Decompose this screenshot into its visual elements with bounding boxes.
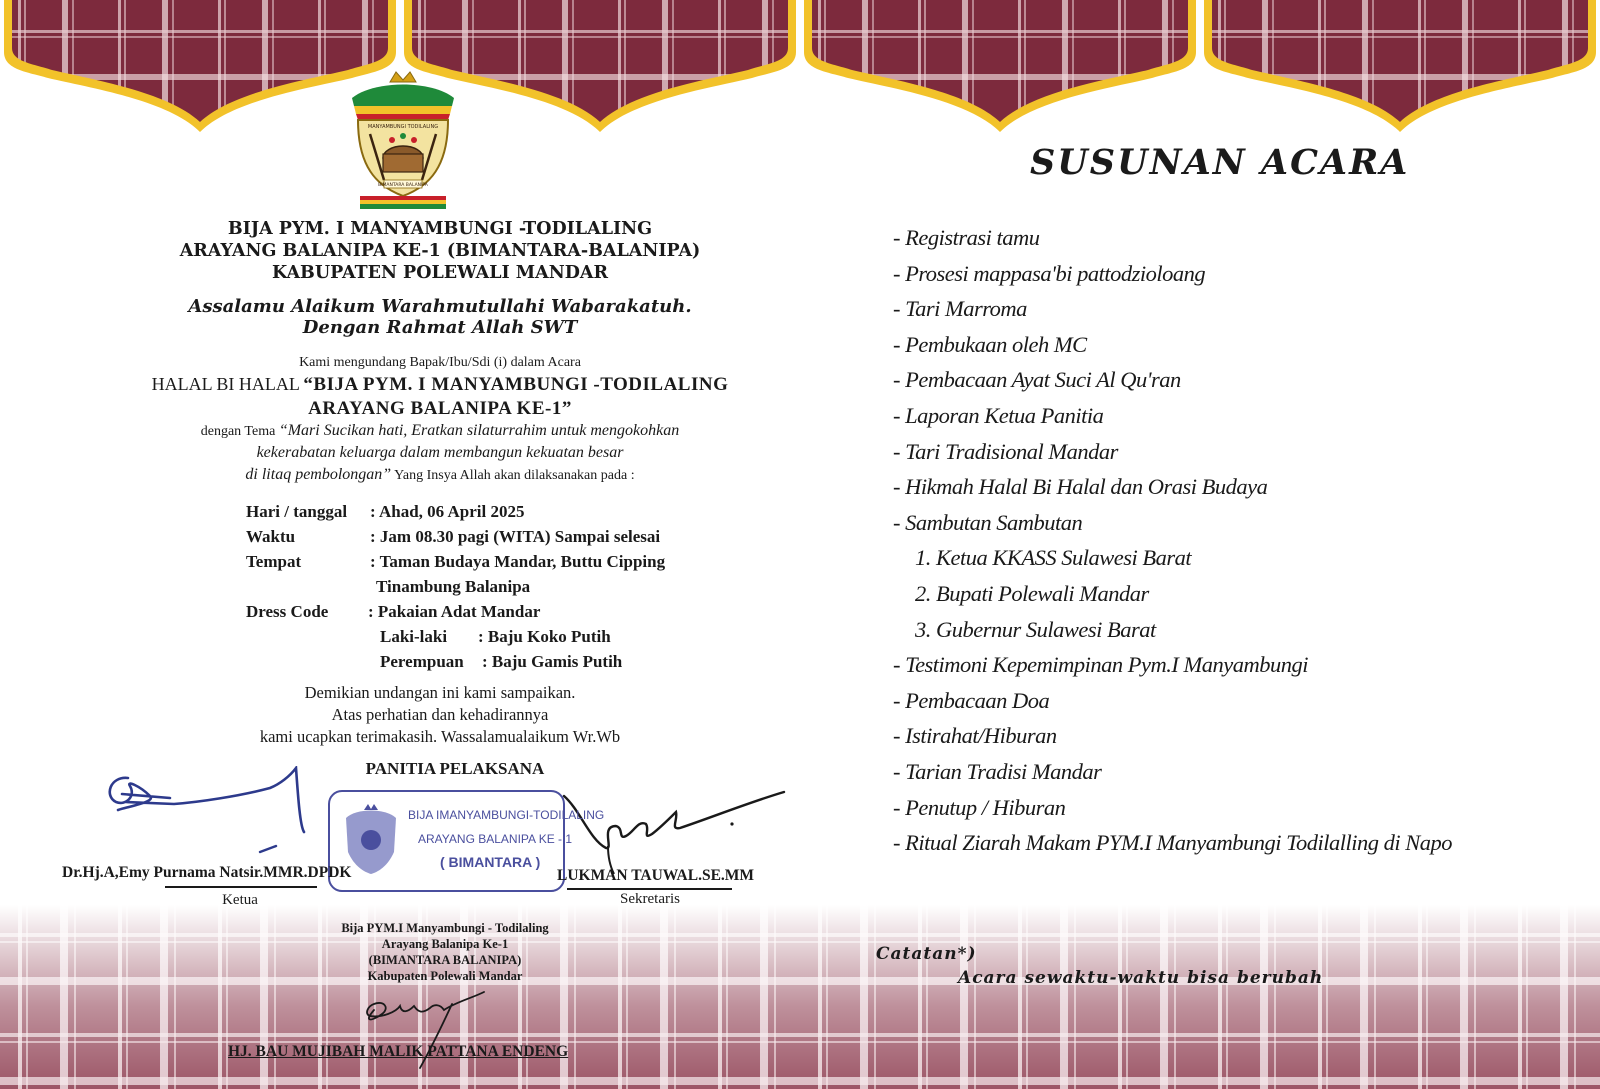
detail-women-value: : Baju Gamis Putih <box>482 652 623 671</box>
detail-men-label: Laki-laki <box>380 627 448 646</box>
agenda-item: - Tari Marroma <box>893 296 1027 322</box>
closing-text <box>40 682 840 748</box>
greeting-line-2: Dengan Rahmat Allah SWT <box>302 317 578 338</box>
ketua-signature <box>100 766 320 856</box>
agenda-item: - Sambutan Sambutan <box>893 509 1083 535</box>
detail-date-label: Hari / tanggal <box>246 502 348 521</box>
header-line-2: ARAYANG BALANIPA KE-1 (BIMANTARA-BALANIPA) <box>179 241 701 261</box>
theme-prefix: dengan Tema <box>200 424 276 439</box>
agenda-item: - Testimoni Kepemimpinan Pym.I Manyambungi <box>893 652 1308 678</box>
top-banner-4 <box>1200 0 1600 140</box>
greeting <box>40 296 840 338</box>
agenda-item: - Penutup / Hiburan <box>893 794 1066 820</box>
ketua-name: Dr.Hj.A,Emy Purnama Natsir.MMR.DPDK <box>62 864 352 881</box>
sekretaris-underline <box>567 888 732 890</box>
detail-time-label: Waktu <box>246 527 296 546</box>
detail-dress-value: : Pakaian Adat Mandar <box>368 602 541 621</box>
agenda-subitem: 2. Bupati Polewali Mandar <box>915 580 1149 606</box>
closing-line-3: kami ucapkan terimakasih. Wassalamualaikum Wr.Wb <box>259 727 621 746</box>
agenda-item: - Tarian Tradisi Mandar <box>893 758 1102 784</box>
invitation-header <box>40 218 840 284</box>
detail-dress-label: Dress Code <box>246 602 329 621</box>
ketua-underline <box>165 886 317 888</box>
event-title-line-1: “BIJA PYM. I MANYAMBUNGI -TODILALING <box>303 374 729 395</box>
theme-line-1: “Mari Sucikan hati, Eratkan silaturrahim untuk mengokohkan <box>278 422 680 439</box>
agenda-item: - Registrasi tamu <box>893 225 1040 250</box>
chair-name: HJ. BAU MUJIBAH MALIK PATTANA ENDENG <box>228 1043 569 1060</box>
note-text: Acara sewaktu-waktu bisa berubah <box>958 968 1324 988</box>
agenda-title: SUSUNAN ACARA <box>1030 142 1410 183</box>
org-line-4: Kabupaten Polewali Mandar <box>367 969 523 983</box>
ketua-role: Ketua <box>222 892 258 908</box>
theme-suffix: Yang Insya Allah akan dilaksanakan pada : <box>394 468 635 483</box>
agenda-subitem: 1. Ketua KKASS Sulawesi Barat <box>915 545 1192 571</box>
bottom-plaid-band <box>0 905 1600 1089</box>
invite-intro: Kami mengundang Bapak/Ibu/Sdi (i) dalam Acara <box>299 355 581 370</box>
agenda-item: - Pembacaan Doa <box>893 687 1050 713</box>
agenda-subitem: 3. Gubernur Sulawesi Barat <box>915 616 1156 642</box>
closing-line-1: Demikian undangan ini kami sampaikan. <box>304 683 576 702</box>
organization-block <box>300 920 590 984</box>
org-line-3: (BIMANTARA BALANIPA) <box>368 953 522 967</box>
top-banner-3 <box>800 0 1200 140</box>
stamp-line-3: ( BIMANTARA ) <box>440 854 541 870</box>
agenda-list <box>893 220 1452 861</box>
detail-time-value: : Jam 08.30 pagi (WITA) Sampai selesai <box>370 527 661 546</box>
sekretaris-role: Sekretaris <box>620 891 680 907</box>
stamp-line-2: ARAYANG BALANIPA KE - 1 <box>418 832 573 846</box>
agenda-item: - Istirahat/Hiburan <box>893 723 1057 749</box>
committee-title: PANITIA PELAKSANA <box>365 759 545 778</box>
detail-date-value: : Ahad, 06 April 2025 <box>370 502 525 521</box>
detail-place-value-2: Tinambung Balanipa <box>376 577 531 596</box>
agenda-item: - Prosesi mappasa'bi pattodzioloang <box>893 260 1206 286</box>
theme-line-2: kekerabatan keluarga dalam membangun kekuatan besar <box>256 444 624 461</box>
logo-arc-text: MANYAMBUNGI TODILALING <box>367 124 439 130</box>
note-label: Catatan*) <box>876 944 977 964</box>
event-title-line-2: ARAYANG BALANIPA KE-1” <box>308 398 572 419</box>
agenda-item: - Pembukaan oleh MC <box>893 331 1087 357</box>
event-prefix: HALAL BI HALAL <box>151 374 300 394</box>
invitation-text <box>40 352 840 486</box>
greeting-line-1: Assalamu Alaikum Warahmutullahi Wabarakatuh. <box>188 296 692 317</box>
agenda-item: - Ritual Ziarah Makam PYM.I Manyambungi Todilalling di Napo <box>893 830 1453 856</box>
detail-men-value: : Baju Koko Putih <box>478 627 611 646</box>
top-banner-1 <box>0 0 400 140</box>
stamp-line-1: BIJA IMANYAMBUNGI-TODILALING <box>408 808 605 822</box>
agenda-item: - Hikmah Halal Bi Halal dan Orasi Budaya <box>893 474 1268 500</box>
sekretaris-name: LUKMAN TAUWAL.SE.MM <box>557 867 755 884</box>
agenda-item: - Tari Tradisional Mandar <box>893 438 1118 464</box>
org-line-2: Arayang Balanipa Ke-1 <box>381 937 509 951</box>
logo-caption: BIMANTARA BALANIPA <box>378 183 428 188</box>
detail-place-value: : Taman Budaya Mandar, Buttu Cipping <box>370 552 666 571</box>
theme-line-3: di litaq pembolongan” <box>245 466 392 483</box>
detail-place-label: Tempat <box>246 552 302 571</box>
header-line-3: KABUPATEN POLEWALI MANDAR <box>271 263 609 283</box>
organization-logo <box>344 70 462 212</box>
closing-line-2: Atas perhatian dan kehadirannya <box>331 705 549 724</box>
committee-stamp <box>328 790 605 892</box>
header-line-1: BIJA PYM. I MANYAMBUNGI -TODILALING <box>227 219 653 239</box>
agenda-item: - Laporan Ketua Panitia <box>893 402 1104 428</box>
detail-women-label: Perempuan <box>380 652 464 671</box>
org-line-1: Bija PYM.I Manyambungi - Todilaling <box>341 921 549 935</box>
agenda-item: - Pembacaan Ayat Suci Al Qu'ran <box>893 367 1181 393</box>
